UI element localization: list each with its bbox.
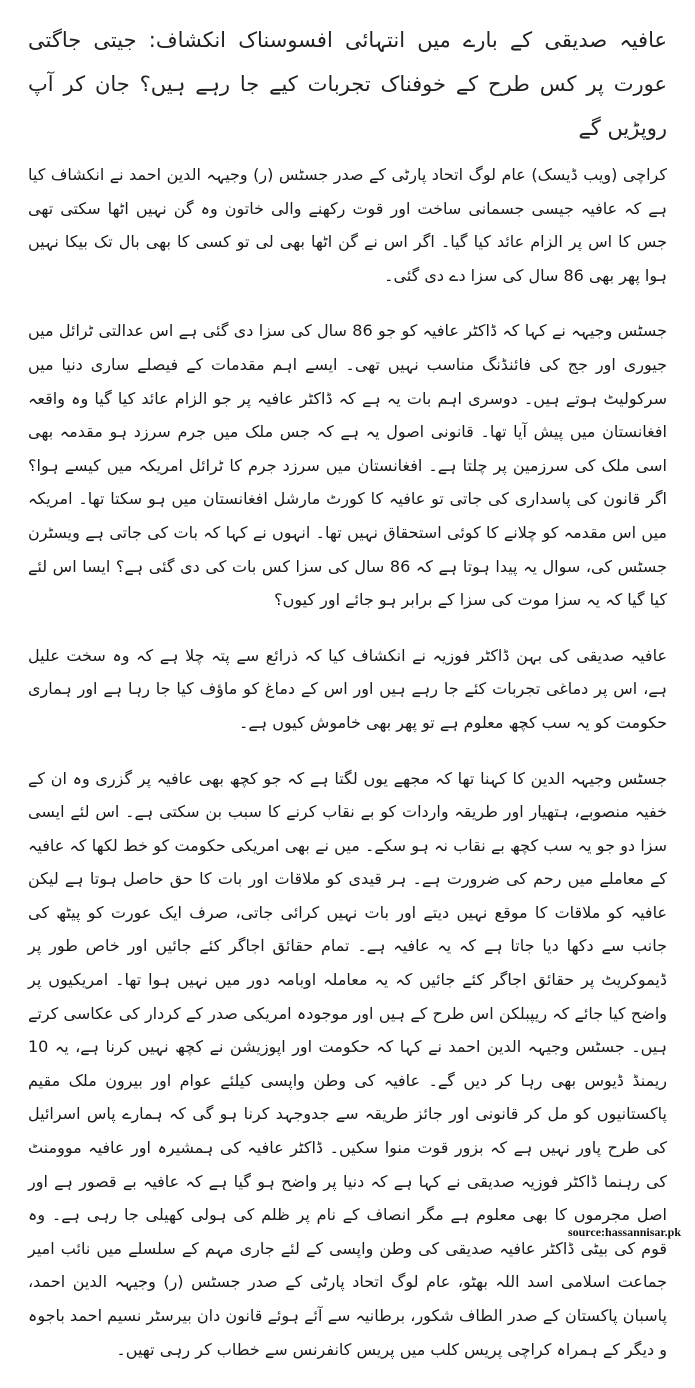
article-paragraph-3: عافیہ صدیقی کی بہن ڈاکٹر فوزیہ نے انکشاف کیا کہ ذرائع سے پتہ چلا ہے کہ وہ سخت علیل ہے، اس پر دماغی تجربات کئے جا رہے ہیں اور اس کے دماغ کو ماؤف کیا جا رہا ہے اور ہماری حکومت کو یہ سب کچھ معلوم ہے تو پھر بھی خاموش کیوں ہے۔	[28, 645, 667, 732]
source-credit: source:hassannisar.pk	[567, 1225, 681, 1239]
article-paragraph-1: کراچی (ویب ڈیسک) عام لوگ اتحاد پارٹی کے صدر جسٹس (ر) وجیہہ الدین احمد نے انکشاف کیا ہے کہ عافیہ جیسی جسمانی ساخت اور قوت رکھنے والی خاتون وہ گن نہیں اٹھا سکتی تھی جس کا اس پر الزام عائد کیا گیا۔ اگر اس نے گن اٹھا بھی لی تو کسی کا بھی بال تک بیکا نہیں ہوا پھر بھی 86 سال کی سزا دے دی گئی۔	[28, 165, 667, 285]
article-paragraph-2: جسٹس وجیہہ نے کہا کہ ڈاکٹر عافیہ کو جو 86 سال کی سزا دی گئی ہے اس عدالتی ٹرائل میں جیوری اور جج کی فائنڈنگ مناسب نہیں تھی۔ ایسے اہم مقدمات کے فیصلے ساری دنیا میں سرکولیٹ ہوتے ہیں۔ دوسری اہم بات یہ ہے کہ ڈاکٹر عافیہ پر جو الزام عائد کیا گیا وہ واقعہ افغانستان میں پیش آیا تھا۔ قانونی اصول یہ ہے کہ جس ملک میں جرم سرزد ہو مقدمہ بھی اسی ملک کی سرزمین پر چلتا ہے۔ افغانستان میں سرزد جرم کا ٹرائل امریکہ میں کیسے ہوا؟ اگر قانون کی پاسداری کی جاتی تو عافیہ کا کورٹ مارشل افغانستان میں ہو سکتا تھا۔ امریکہ میں اس مقدمہ کو چلانے کا کوئی استحقاق نہیں تھا۔ انہوں نے کہا کہ بات کی جاتی ہے ویسٹرن جسٹس کی، سوال یہ پیدا ہوتا ہے کہ 86 سال کی سزا کس بات کی دی گئی ہے؟ ایسا اس لئے کیا گیا کہ یہ سزا موت کی سزا کے برابر ہو جائے اور کیوں؟	[28, 321, 668, 610]
article-paragraph-4: جسٹس وجیہہ الدین کا کہنا تھا کہ مجھے یوں لگتا ہے کہ جو کچھ بھی عافیہ پر گزری وہ ان کے خفیہ منصوبے، ہتھیار اور طریقہ واردات کو بے نقاب کرنے کا سبب بن سکتی ہے۔ اس لئے ایسی سزا دو جو یہ سب کچھ بے نقاب نہ ہو سکے۔ میں نے بھی امریکی حکومت کو خط لکھا کہ عافیہ کے معاملے میں رحم کی ضرورت ہے۔ ہر قیدی کو ملاقات اور بات کا حق حاصل ہوتا ہے لیکن عافیہ کو ملاقات کا موقع نہیں دیتے اور بات نہیں کرائی جاتی، صرف ایک عورت کو پیٹھ کی جانب سے دکھا دیا جاتا ہے کہ یہ عافیہ ہے۔ تمام حقائق اجاگر کئے جائیں اور خاص طور پر ڈیموکریٹ پر حقائق اجاگر کئے جائیں کہ یہ معاملہ اوبامہ دور میں نہیں ہوا تھا۔ امریکیوں پر واضح کیا جائے کہ ریپبلکن اس طرح کے ہیں اور موجودہ امریکی صدر کے کردار کی عکاسی کرتے ہیں۔ جسٹس وجیہہ الدین احمد نے کہا کہ حکومت اور اپوزیشن نے کچھ نہیں کرنا ہے، یہ 10 ریمنڈ ڈیوس بھی رہا کر دیں گے۔ عافیہ کی وطن واپسی کیلئے عوام اور بیرون ملک مقیم پاکستانیوں کو مل کر قانونی اور جائز طریقہ سے جدوجہد کرنا ہو گی کہ ہمارے پاس اسرائیل کی طرح پاور نہیں ہے کہ بزور قوت منوا سکیں۔ ڈاکٹر عافیہ کی ہمشیرہ اور عافیہ موومنٹ کی رہنما ڈاکٹر فوزیہ صدیقی نے کہا ہے کہ دنیا پر واضح ہو گیا ہے کہ عافیہ بے قصور ہے اور اصل مجرموں کا بھی معلوم ہے مگر انصاف کے نام پر ظلم کی ہولی کھیلی جا رہی ہے۔ وہ قوم کی بیٹی ڈاکٹر عافیہ صدیقی کی وطن واپسی کے لئے جاری مہم کے سلسلے میں نائب امیر جماعت اسلامی اسد اللہ بھٹو، عام لوگ اتحاد پارٹی کے صدر جسٹس (ر) وجیہہ الدین احمد، پاسبان پاکستان کے صدر الطاف شکور، برطانیہ سے آئے ہوئے قانون دان بیرسٹر نسیم احمد باجوہ و دیگر کے ہمراہ کراچی پریس کلب میں پریس کانفرنس سے خطاب کر رہی تھیں۔	[28, 768, 668, 1359]
article-headline: عافیہ صدیقی کے بارے میں انتہائی افسوسناک انکشاف: جیتی جاگتی عورت پر کس طرح کے خوفناک تجربات کیے جا رہے ہیں؟ جان کر آپ روپڑیں گے	[28, 28, 667, 140]
article	[28, 18, 667, 1388]
